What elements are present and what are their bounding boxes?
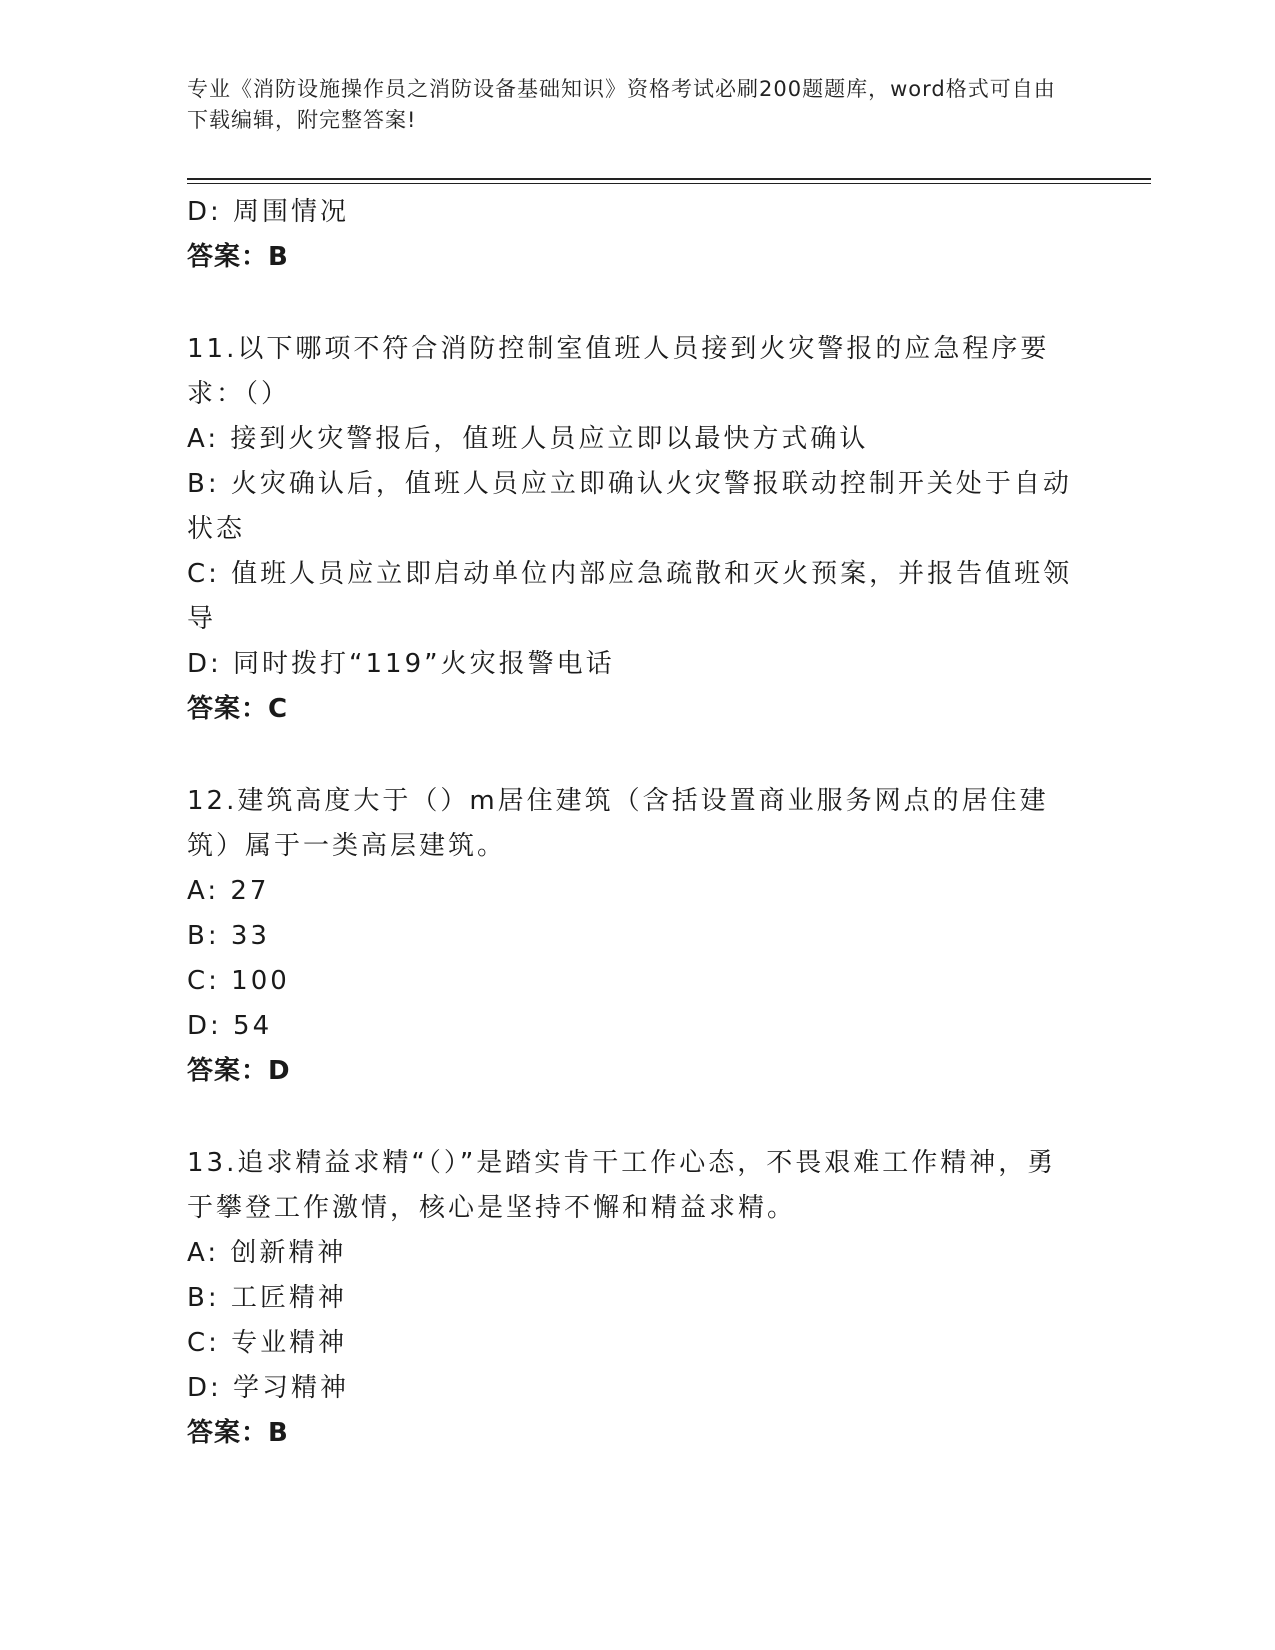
- question-10-tail: [187, 190, 1077, 280]
- page-header: 专业《消防设施操作员之消防设备基础知识》资格考试必刷200题题库，word格式可自由下载编辑，附完整答案!: [187, 77, 1056, 132]
- answer: 答案：D: [187, 1056, 291, 1086]
- question-stem: 13.追求精益求精“（）”是踏实肯干工作心态，不畏艰难工作精神，勇于攀登工作激情，核心是坚持不懈和精益求精。: [187, 1148, 1057, 1223]
- option-a: A: 创新精神: [187, 1238, 347, 1268]
- option-b: B: 工匠精神: [187, 1283, 347, 1313]
- question-12: [187, 779, 1077, 1094]
- option-b: B: 33: [187, 921, 270, 951]
- answer: 答案：B: [187, 242, 289, 272]
- answer: 答案：C: [187, 694, 289, 724]
- option-a: A: 接到火灾警报后，值班人员应立即以最快方式确认: [187, 424, 869, 454]
- option-d: D: 同时拨打“119”火灾报警电话: [187, 649, 615, 679]
- option-b: B: 火灾确认后，值班人员应立即确认火灾警报联动控制开关处于自动状态: [187, 469, 1072, 544]
- question-11: [187, 327, 1077, 732]
- option-a: A: 27: [187, 876, 270, 906]
- option-d: D: 周围情况: [187, 197, 350, 227]
- question-13: [187, 1141, 1077, 1456]
- answer: 答案：B: [187, 1418, 289, 1448]
- option-c: C: 值班人员应立即启动单位内部应急疏散和灭火预案，并报告值班领导: [187, 559, 1073, 634]
- question-stem: 11.以下哪项不符合消防控制室值班人员接到火灾警报的应急程序要求：（）: [187, 334, 1050, 409]
- option-c: C: 100: [187, 966, 290, 996]
- option-d: D: 54: [187, 1011, 273, 1041]
- option-d: D: 学习精神: [187, 1373, 350, 1403]
- header-divider-thin: [187, 183, 1151, 184]
- header-divider-thick: [187, 178, 1151, 180]
- option-c: C: 专业精神: [187, 1328, 348, 1358]
- question-content: [187, 190, 1077, 1456]
- question-stem: 12.建筑高度大于（）m居住建筑（含括设置商业服务网点的居住建筑）属于一类高层建筑。: [187, 786, 1049, 861]
